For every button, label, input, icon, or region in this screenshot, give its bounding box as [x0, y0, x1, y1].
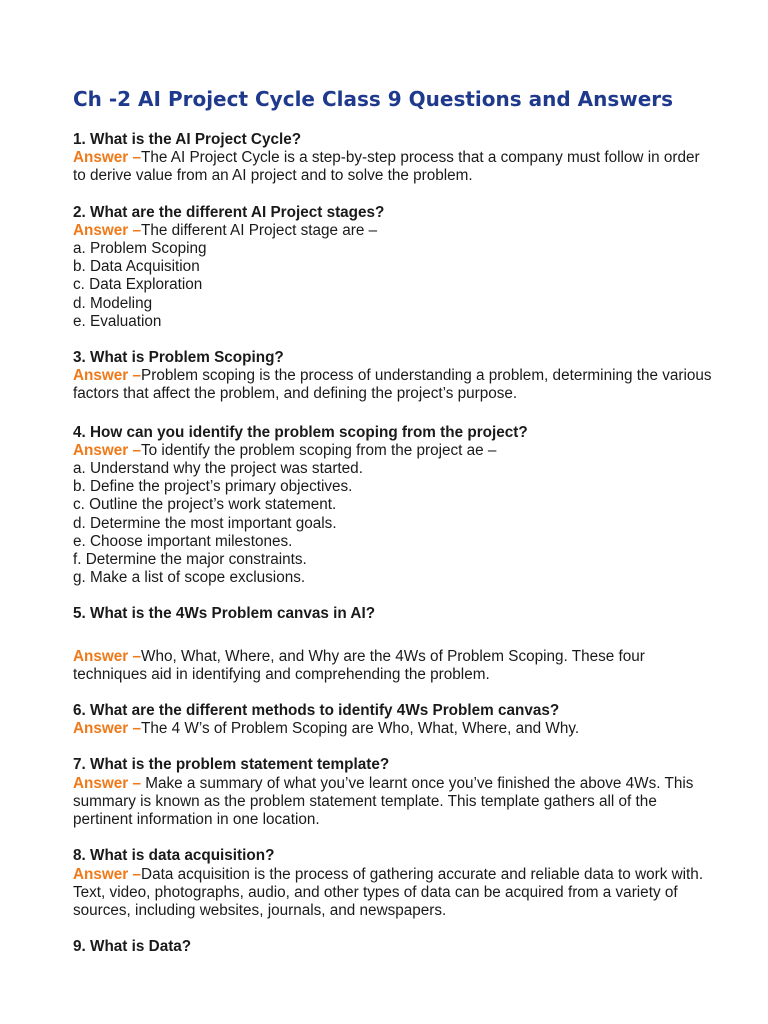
answer-label: Answer – [73, 720, 142, 738]
question-6: 6. What are the different methods to identify 4Ws Problem canvas? [73, 702, 560, 720]
list-item: e. Choose important milestones. [73, 532, 293, 550]
answer-text: Make a summary of what you’ve learnt once you’ve finished the above 4Ws. This summary is known as the problem statement template. This template gathers all of the pertinent information in one location. [73, 774, 694, 829]
question-3: 3. What is Problem Scoping? [73, 349, 284, 367]
list-item: a. Problem Scoping [73, 240, 207, 258]
answer-text: Problem scoping is the process of understanding a problem, determining the various factors that affect the problem, and defining the project’s purpose. [73, 367, 712, 403]
answer-4 [73, 442, 713, 460]
list-item: b. Data Acquisition [73, 258, 200, 276]
list-item: f. Determine the major constraints. [73, 551, 307, 569]
answer-1 [73, 149, 713, 185]
answer-7 [73, 775, 713, 830]
document-page [73, 84, 713, 956]
list-item: c. Outline the project’s work statement. [73, 496, 337, 514]
list-item: d. Determine the most important goals. [73, 514, 337, 532]
answer-text: To identify the problem scoping from the project ae – [141, 441, 497, 459]
list-item: d. Modeling [73, 294, 153, 312]
list-item: c. Data Exploration [73, 276, 203, 294]
list-item: e. Evaluation [73, 312, 162, 330]
page-title: Ch -2 AI Project Cycle Class 9 Questions and Answers [73, 87, 674, 111]
answer-label: Answer – [73, 774, 142, 792]
qa-section [73, 131, 713, 956]
list-item: g. Make a list of scope exclusions. [73, 569, 306, 587]
answer-6 [73, 720, 713, 738]
answer-text: The 4 W’s of Problem Scoping are Who, What, Where, and Why. [141, 720, 580, 738]
answer-2 [73, 222, 713, 240]
answer-8 [73, 866, 713, 921]
answer-label: Answer – [73, 221, 142, 239]
answer-text: Data acquisition is the process of gathering accurate and reliable data to work with. Text, video, photographs, audio, and other types of data can be acquired from a variety of sources, including websites, journals, and newspapers. [73, 865, 704, 919]
list-item: b. Define the project’s primary objectives. [73, 478, 353, 496]
answer-label: Answer – [73, 865, 142, 883]
question-9: 9. What is Data? [73, 938, 192, 956]
answer-label: Answer – [73, 441, 142, 459]
answer-text: Who, What, Where, and Why are the 4Ws of Problem Scoping. These four techniques aid in identifying and comprehending the problem. [73, 647, 645, 683]
question-8: 8. What is data acquisition? [73, 847, 275, 865]
answer-label: Answer – [73, 647, 142, 665]
answer-3 [73, 367, 713, 403]
question-2: 2. What are the different AI Project stages? [73, 203, 385, 221]
question-7: 7. What is the problem statement template? [73, 756, 390, 774]
answer-label: Answer – [73, 149, 142, 167]
question-1: 1. What is the AI Project Cycle? [73, 131, 302, 148]
question-4: 4. How can you identify the problem scoping from the project? [73, 423, 528, 441]
answer-text: The different AI Project stage are – [141, 221, 378, 239]
list-item: a. Understand why the project was started. [73, 460, 363, 478]
answer-5 [73, 648, 713, 684]
question-5: 5. What is the 4Ws Problem canvas in AI? [73, 605, 376, 623]
answer-label: Answer – [73, 367, 142, 385]
answer-text: The AI Project Cycle is a step-by-step process that a company must follow in order to derive value from an AI project and to solve the problem. [73, 149, 700, 185]
